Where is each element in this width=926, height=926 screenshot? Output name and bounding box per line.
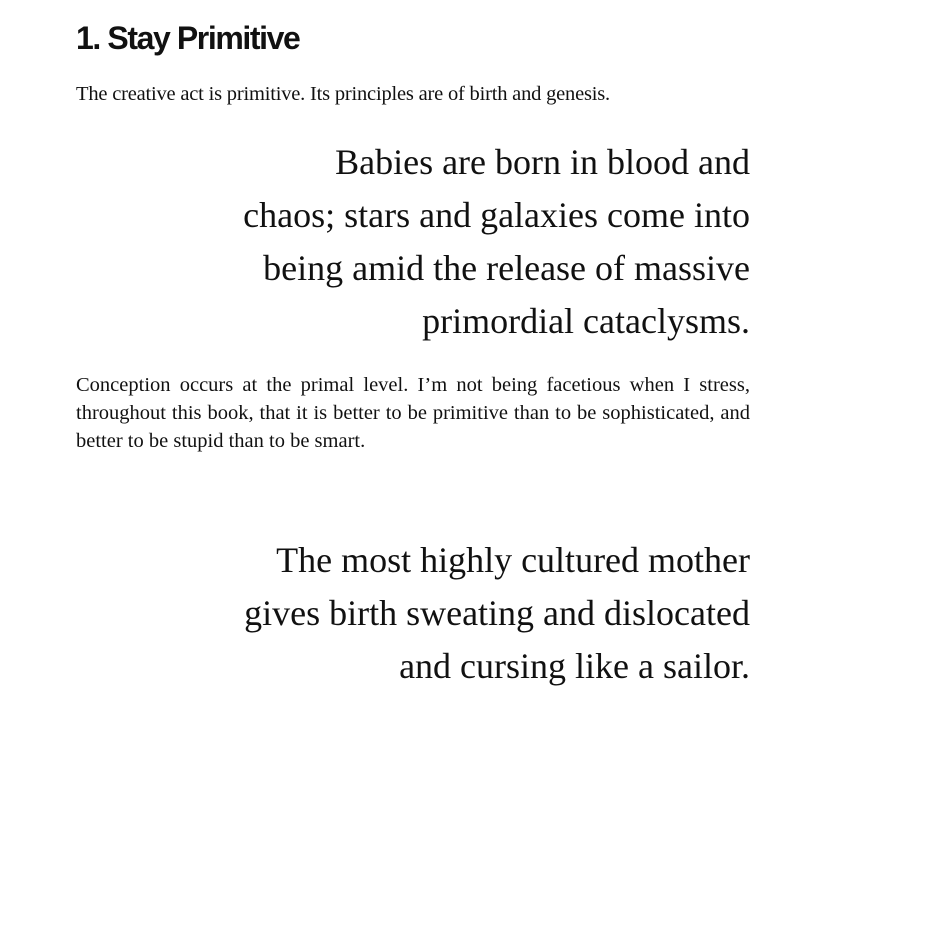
pull-quote-line: chaos; stars and galaxies come into [243,195,750,235]
pull-quote-line: being amid the release of massive [263,248,750,288]
pull-quote-line: primordial cataclysms. [422,301,750,341]
pull-quote-line: Babies are born in blood and [335,142,750,182]
section-heading: 1. Stay Primitive [76,20,300,56]
pull-quote-line: The most highly cultured mother [276,540,750,580]
body-paragraph: Conception occurs at the primal level. I’m not being facetious when I stress, throughout this book, that it is better to be primitive than to be sophisticated, and better to be stupid than to be smart. [76,374,750,452]
pull-quote-birth [190,136,750,348]
pull-quote-line: gives birth sweating and dislocated [244,593,750,633]
intro-sentence: The creative act is primitive. Its principles are of birth and genesis. [76,83,610,105]
pull-quote-mother [190,534,750,693]
pull-quote-line: and cursing like a sailor. [399,646,750,686]
